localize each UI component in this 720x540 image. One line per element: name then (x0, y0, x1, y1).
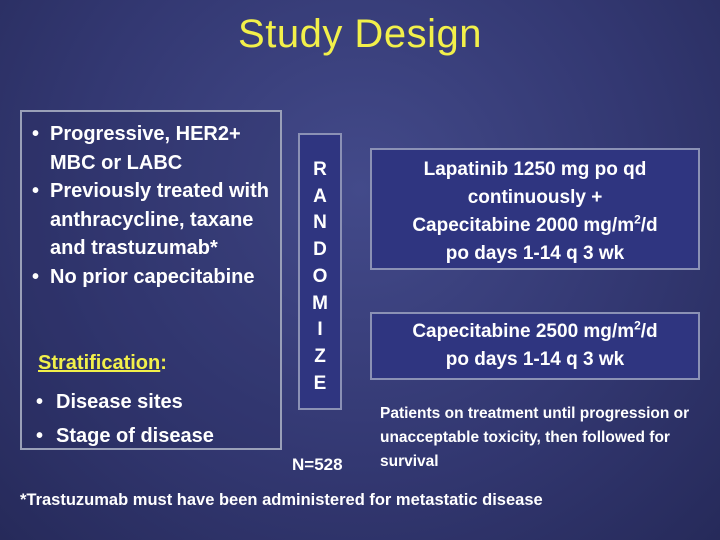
arm2-dose-sup: 2 (634, 318, 641, 333)
followup-note: Patients on treatment until progression or unacceptable toxicity, then followed for survival (380, 405, 690, 470)
stratification-item: • Disease sites (36, 385, 214, 419)
criterion-item: • Previously treated with anthracycline, taxane and trastuzumab* (32, 177, 276, 263)
eligibility-list (32, 120, 276, 291)
arm1-line: continuously + (467, 187, 603, 208)
randomize-letter: E (313, 372, 327, 394)
stratification-list (36, 385, 214, 453)
stratification-label-text: Stratification (38, 352, 161, 374)
randomize-letter: R (313, 159, 327, 180)
arm1-line: po days 1-14 q 3 wk (445, 243, 625, 264)
randomize-letter: Z (314, 345, 326, 367)
footnote: *Trastuzumab must have been administered for metastatic disease (20, 491, 543, 509)
eligibility-criteria-box (20, 110, 282, 450)
stratification-label (38, 352, 167, 375)
arm2-dose-line (372, 318, 698, 346)
stratification-item: • Stage of disease (36, 419, 214, 453)
arm1-dose-unit: /d (640, 215, 658, 236)
treatment-arm-lapatinib (370, 148, 700, 270)
arm1-dose-line (372, 212, 698, 240)
randomize-letter: M (312, 292, 328, 314)
randomize-letter: N (313, 212, 327, 234)
arm2-dose-text: Capecitabine 2500 mg/m (412, 321, 635, 342)
arm2-line: po days 1-14 q 3 wk (445, 349, 625, 370)
sample-size-label: N=528 (292, 455, 343, 474)
slide-title: Study Design (238, 12, 482, 56)
criterion-item: • No prior capecitabine (32, 263, 276, 292)
randomize-letter: A (313, 185, 327, 207)
criterion-item: • Progressive, HER2+ MBC or LABC (32, 120, 276, 177)
randomize-letter: I (317, 319, 323, 341)
stratification-colon: : (160, 352, 167, 374)
arm1-line: Lapatinib 1250 mg po qd (423, 159, 647, 180)
randomize-box (298, 133, 342, 410)
randomize-letter: D (313, 239, 327, 261)
arm1-dose-sup: 2 (634, 212, 641, 227)
arm2-dose-unit: /d (640, 321, 658, 342)
arm1-dose-text: Capecitabine 2000 mg/m (412, 215, 635, 236)
treatment-arm-capecitabine (370, 312, 700, 380)
randomize-letter: O (312, 265, 328, 287)
